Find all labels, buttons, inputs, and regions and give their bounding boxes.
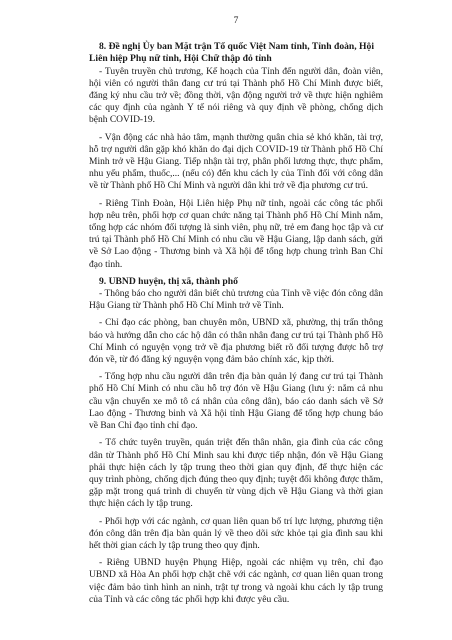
paragraph: - Thông báo cho người dân biết chủ trương của Tỉnh về việc đón công dân Hậu Giang từ Thành phố Hồ Chí Minh trở về Tỉnh. [89, 289, 383, 312]
page-number: 7 [233, 16, 239, 26]
section-8 [89, 41, 383, 271]
paragraph: - Tổ chức tuyên truyền, quán triệt đến thân nhân, gia đình của các công dân từ Thành phố Hồ Chí Minh sau khi được tiếp nhận, đón về Hậu Giang phải thực hiện cách ly tập trung theo thời gian quy định, để thực hiện các quy trình phòng, chống dịch đúng theo quy định; tuyệt đối không được thăm, gặp mặt trong quá trình di chuyển từ vùng dịch về Hậu Giang và thời gian thực hiện cách ly tập trung. [89, 438, 383, 510]
section-heading: 8. Đề nghị Ủy ban Mặt trận Tổ quốc Việt Nam tỉnh, Tỉnh đoàn, Hội Liên hiệp Phụ nữ tỉnh, Hội Chữ thập đỏ tỉnh [89, 41, 374, 65]
paragraph: - Phối hợp với các ngành, cơ quan liên quan bố trí lực lượng, phương tiện đón công dân trên địa bàn quản lý về theo dõi sức khỏe tại gia đình sau khi hết thời gian cách ly tập trung theo quy định. [89, 516, 383, 551]
paragraph: - Riêng UBND huyện Phụng Hiệp, ngoài các nhiệm vụ trên, chỉ đạo UBND xã Hòa An phối hợp chặt chẽ với các ngành, cơ quan liên quan trong việc đảm bảo tình hình an ninh, trật tự trong và ngoài khu cách ly tập trung của Tỉnh và các công tác phối hợp khi được yêu cầu. [89, 558, 383, 605]
paragraph: - Chỉ đạo các phòng, ban chuyên môn, UBND xã, phường, thị trấn thông báo và hướng dẫn cho các hộ dân có thân nhân đang cư trú tại Thành phố Hồ Chí Minh có nguyện vọng trở về địa phương biết rõ đối tượng được hỗ trợ đón về, từ đó đăng ký nguyện vọng đảm bảo chính xác, kịp thời. [89, 318, 383, 366]
section-heading: 9. UBND huyện, thị xã, thành phố [99, 275, 238, 287]
paragraph: - Tổng hợp nhu cầu người dân trên địa bàn quản lý đang cư trú tại Thành phố Hồ Chí Minh có nhu cầu hỗ trợ đón về Hậu Giang (lưu ý: nắm cả nhu cầu vận chuyển xe mô tô cá nhân của công dân), báo cáo danh sách về Sở Lao động - Thương binh và Xã hội tỉnh Hậu Giang để tổng hợp chung báo về Ban Chỉ đạo tỉnh chỉ đạo. [89, 372, 383, 432]
paragraph: - Riêng Tỉnh Đoàn, Hội Liên hiệp Phụ nữ tỉnh, ngoài các công tác phối hợp nêu trên, phối hợp cơ quan chức năng tại Thành phố Hồ Chí Minh nắm, tổng hợp các nhóm đối tượng là sinh viên, phụ nữ, trẻ em đang học tập và cư trú tại Thành phố Hồ Chí Minh có nhu cầu về Hậu Giang, lập danh sách, gửi về Sở Lao động - Thương binh và Xã hội để tổng hợp chung trình Ban Chỉ đạo tỉnh. [89, 198, 383, 270]
paragraph: - Tuyên truyền chủ trương, Kế hoạch của Tỉnh đến người dân, đoàn viên, hội viên có người thân đang cư trú tại Thành phố Hồ Chí Minh được biết, đăng ký nhu cầu trở về; đồng thời, vận động người trở về thực hiện nghiêm các quy định của ngành Y tế nói riêng và quy định về phòng, chống dịch bệnh COVID-19. [89, 66, 383, 126]
section-9 [89, 276, 383, 606]
paragraph: - Vận động các nhà hảo tâm, mạnh thường quân chia sẻ khó khăn, tài trợ, hỗ trợ người dân gặp khó khăn do đại dịch COVID-19 từ Thành phố Hồ Chí Minh trở về Hậu Giang. Tiếp nhận tài trợ, phân phối lương thực, thực phẩm, nhu yếu phẩm, thuốc,... (nếu có) đến khu cách ly của Tỉnh đối với công dân về từ Thành phố Hồ Chí Minh và người dân khi trở về địa phương cư trú. [89, 132, 383, 192]
